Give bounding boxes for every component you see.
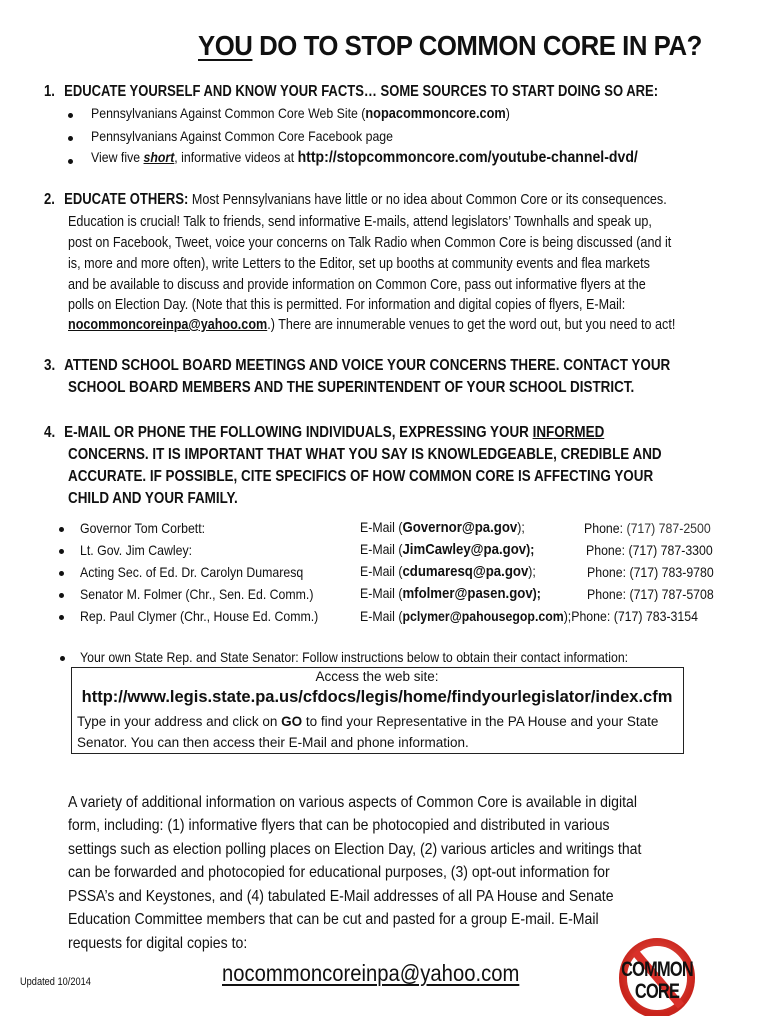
source-website xyxy=(91,105,510,122)
phone-number: (717) 783-3154 xyxy=(613,608,698,624)
legislator-url-link[interactable]: http://www.legis.state.pa.us/cfdocs/legis/home/findyourlegislator/index.cfm xyxy=(81,688,673,706)
email-label: E-Mail ( xyxy=(360,519,403,535)
section-number: 4. xyxy=(44,424,56,441)
phone-number: (717) 787-3300 xyxy=(628,542,713,558)
closing-line: settings such as election polling places on Election Day, (2) various articles and writings that xyxy=(68,841,642,858)
section-number: 2. xyxy=(44,191,55,208)
paragraph-text: Most Pennsylvanians have little or no idea about Common Core or its consequences. xyxy=(188,191,667,208)
section-number: 1. xyxy=(44,83,55,100)
bullet-text: View five xyxy=(91,149,144,165)
closing-line: requests for digital copies to: xyxy=(68,935,248,952)
closing-line: PSSA’s and Keystones, and (4) tabulated E-Mail addresses of all PA House and Senate xyxy=(68,888,614,905)
bullet-icon xyxy=(59,593,64,598)
videos-link[interactable]: http://stopcommoncore.com/youtube-channel-dvd/ xyxy=(297,149,638,166)
email-label: E-Mail ( xyxy=(360,608,403,624)
email-suffix: ); xyxy=(528,563,536,579)
paragraph-text: .) There are innumerable venues to get the word out, but you need to act! xyxy=(267,316,676,333)
contact-name: Senator M. Folmer (Chr., Sen. Ed. Comm.) xyxy=(80,586,314,602)
section-2-line-6: polls on Election Day. (Note that this is permitted. For information and digital copies of flyers, E-Mail: xyxy=(68,296,626,313)
contact-email xyxy=(360,541,534,558)
section-4-line-3: ACCURATE. IF POSSIBLE, CITE SPECIFICS OF HOW COMMON CORE IS AFFECTING YOUR xyxy=(68,468,654,485)
section-heading-text: EDUCATE YOURSELF AND KNOW YOUR FACTS… SOME SOURCES TO START DOING SO ARE: xyxy=(64,83,659,100)
bullet-text: ) xyxy=(505,105,510,121)
source-facebook xyxy=(91,128,393,144)
email-link[interactable]: mfolmer@pasen.gov xyxy=(402,585,533,602)
logo-text-line-1: COMMON xyxy=(621,958,693,981)
contact-name: Lt. Gov. Jim Cawley: xyxy=(80,542,193,558)
website-link[interactable]: nopacommoncore.com xyxy=(365,106,506,122)
email-suffix: ); xyxy=(563,608,572,624)
section-2-line-2: Education is crucial! Talk to friends, send informative E-mails, attend legislators’ Townhalls and speak up, xyxy=(68,213,652,230)
section-3-line-1 xyxy=(44,357,670,375)
section-2-line-5: and be available to discuss and provide information on Common Core, pass out informative flyers at the xyxy=(68,276,646,293)
section-2-line-3: post on Facebook, Tweet, voice your concerns on Talk Radio when Common Core is being discussed (and it xyxy=(68,234,672,251)
bullet-icon xyxy=(68,159,73,164)
box-instructions-line-1 xyxy=(77,714,658,729)
closing-line: form, including: (1) informative flyers that can be photocopied and distributed in various xyxy=(68,817,610,834)
bullet-icon xyxy=(68,136,73,141)
title-rest: DO TO STOP COMMON CORE IN PA? xyxy=(252,30,702,61)
email-link[interactable]: JimCawley@pa.gov xyxy=(402,541,527,558)
box-text: Type in your address and click on xyxy=(77,714,282,729)
bullet-icon xyxy=(60,656,65,661)
contact-phone xyxy=(586,542,713,558)
section-4-line-4: CHILD AND YOUR FAMILY. xyxy=(68,490,238,507)
closing-line: A variety of additional information on various aspects of Common Core is available in digital xyxy=(68,794,637,811)
bullet-icon xyxy=(59,571,64,576)
contact-phone xyxy=(587,564,714,580)
page-title xyxy=(198,30,702,62)
email-suffix: ); xyxy=(526,541,535,557)
emphasis-text: INFORMED xyxy=(532,424,605,441)
email-label: E-Mail ( xyxy=(360,585,403,601)
contact-email xyxy=(360,563,536,580)
contact-phone xyxy=(584,520,711,536)
section-heading-text: EDUCATE OTHERS: xyxy=(64,191,189,208)
bullet-icon xyxy=(59,549,64,554)
logo-text-line-2: CORE xyxy=(634,980,680,1003)
box-intro: Access the web site: xyxy=(315,669,439,684)
box-instructions-line-2: Senator. You can then access their E-Mail and phone information. xyxy=(77,735,469,750)
contact-email xyxy=(360,519,525,536)
section-2-line-1 xyxy=(44,191,667,209)
section-4-line-1 xyxy=(44,424,604,442)
section-2-line-4: is, more and more often), write Letters to the Editor, set up booths at community events and flea markets xyxy=(68,255,650,272)
section-number: 3. xyxy=(44,357,56,374)
section-heading-text: E-MAIL OR PHONE THE FOLLOWING INDIVIDUALS, EXPRESSING YOUR xyxy=(64,424,533,441)
contact-name: Acting Sec. of Ed. Dr. Carolyn Dumaresq xyxy=(80,564,304,580)
no-common-core-logo xyxy=(607,938,711,1016)
phone-label: Phone: xyxy=(584,520,624,536)
box-text: to find your Representative in the PA House and your State xyxy=(302,714,659,729)
phone-number: (717) 787-2500 xyxy=(626,520,711,536)
section-4-line-2: CONCERNS. IT IS IMPORTANT THAT WHAT YOU SAY IS KNOWLEDGEABLE, CREDIBLE AND xyxy=(68,446,662,463)
title-emphasis: YOU xyxy=(198,30,253,61)
emphasis-text: short xyxy=(143,149,175,165)
closing-line: can be forwarded and photocopied for educational purposes, (3) opt-out information for xyxy=(68,864,610,881)
phone-label: Phone: xyxy=(571,608,611,624)
email-link[interactable]: nocommoncoreinpa@yahoo.com xyxy=(68,316,268,333)
email-label: E-Mail ( xyxy=(360,541,403,557)
bullet-text: Pennsylvanians Against Common Core Facebook page xyxy=(91,128,394,144)
phone-label: Phone: xyxy=(586,542,626,558)
section-heading-text: ATTEND SCHOOL BOARD MEETINGS AND VOICE YOUR CONCERNS THERE. CONTACT YOUR xyxy=(64,357,671,374)
closing-line: Education Committee members that can be cut and pasted for a group E-mail. E-Mail xyxy=(68,911,599,928)
legislator-lookup-box xyxy=(71,667,684,754)
section-2-line-7 xyxy=(68,316,675,333)
contact-name: Governor Tom Corbett: xyxy=(80,520,206,536)
bullet-text: Pennsylvanians Against Common Core Web Site ( xyxy=(91,105,366,121)
email-suffix: ); xyxy=(532,585,541,601)
bullet-icon xyxy=(59,527,64,532)
email-label: E-Mail ( xyxy=(360,563,403,579)
source-videos xyxy=(91,149,638,167)
contact-email-link[interactable]: nocommoncoreinpa@yahoo.com xyxy=(222,960,520,986)
email-link[interactable]: cdumaresq@pa.gov xyxy=(402,563,529,580)
phone-label: Phone: xyxy=(587,564,627,580)
email-suffix: ); xyxy=(517,519,525,535)
email-link[interactable]: Governor@pa.gov xyxy=(402,519,518,536)
bullet-icon xyxy=(59,615,64,620)
phone-number: (717) 787-5708 xyxy=(629,586,714,602)
contact-email xyxy=(360,608,698,624)
section-3-line-2: SCHOOL BOARD MEMBERS AND THE SUPERINTENDENT OF YOUR SCHOOL DISTRICT. xyxy=(68,379,635,396)
email-link[interactable]: pclymer@pahousegop.com xyxy=(402,608,564,624)
section-1-heading xyxy=(44,83,658,101)
updated-date: Updated 10/2014 xyxy=(20,976,91,988)
contact-email xyxy=(360,585,541,602)
contact-phone xyxy=(587,586,714,602)
own-rep-instructions: Your own State Rep. and State Senator: Follow instructions below to obtain their contact information: xyxy=(80,649,629,665)
bullet-icon xyxy=(68,113,73,118)
phone-number: (717) 783-9780 xyxy=(629,564,714,580)
go-keyword: GO xyxy=(281,714,303,729)
contact-name: Rep. Paul Clymer (Chr., House Ed. Comm.) xyxy=(80,608,319,624)
phone-label: Phone: xyxy=(587,586,627,602)
bullet-text: , informative videos at xyxy=(174,149,298,165)
